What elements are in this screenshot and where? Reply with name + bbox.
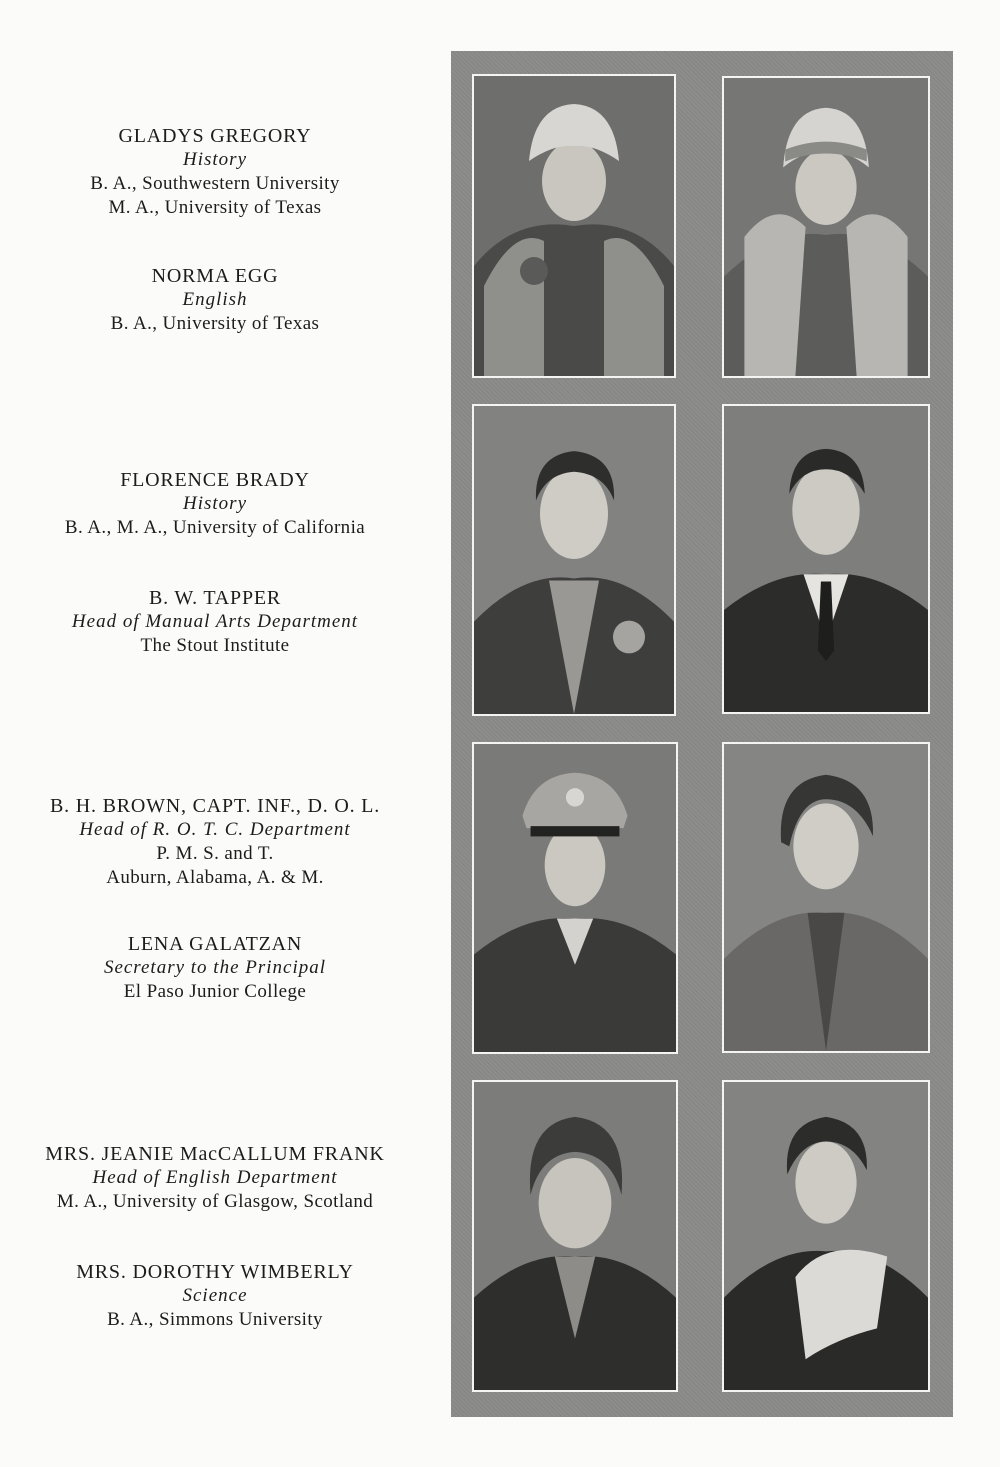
entry-degree: P. M. S. and T. (156, 843, 274, 864)
entry-role: Head of Manual Arts Department (71, 611, 359, 632)
entry-role: History (183, 149, 247, 170)
entry-degree: M. A., University of Glasgow, Scotland (56, 1191, 374, 1212)
entry-degree: B. A., University of Texas (110, 313, 320, 334)
entry-degree: The Stout Institute (140, 635, 290, 656)
entry-name: B. H. BROWN, CAPT. INF., D. O. L. (50, 795, 380, 817)
entry-name: MRS. DOROTHY WIMBERLY (76, 1261, 354, 1283)
portrait-photo-lena-galatzan (722, 742, 930, 1053)
entry-bh-brown (20, 794, 410, 890)
portrait-photo-florence-brady (472, 404, 676, 716)
entry-role: Head of R. O. T. C. Department (79, 819, 351, 840)
entry-name: MRS. JEANIE MacCALLUM FRANK (45, 1143, 385, 1165)
portrait-photo-gladys-gregory (472, 74, 676, 378)
entry-role: English (182, 289, 248, 310)
entry-gladys-gregory (20, 124, 410, 220)
entry-degree: B. A., M. A., University of California (64, 517, 366, 538)
entry-lena-galatzan (20, 932, 410, 1004)
entry-dorothy-wimberly (20, 1260, 410, 1332)
entry-degree: M. A., University of Texas (108, 197, 322, 218)
portrait-photo-dorothy-wimberly (722, 1080, 930, 1392)
entry-degree: B. A., Simmons University (107, 1309, 323, 1330)
portrait-photo-bw-tapper (722, 404, 930, 714)
entry-degree: El Paso Junior College (123, 981, 307, 1002)
entry-role: Head of English Department (92, 1167, 338, 1188)
entry-name: GLADYS GREGORY (118, 125, 312, 147)
entry-name: B. W. TAPPER (148, 587, 282, 609)
photo-strip (451, 51, 953, 1417)
entry-florence-brady (20, 468, 410, 540)
entry-name: NORMA EGG (151, 265, 279, 287)
entry-name: FLORENCE BRADY (120, 469, 310, 491)
entry-degree: B. A., Southwestern University (90, 173, 340, 194)
entry-role: History (183, 493, 247, 514)
entry-norma-egg (20, 264, 410, 336)
entry-role: Science (182, 1285, 248, 1306)
portrait-photo-norma-egg (722, 76, 930, 378)
entry-role: Secretary to the Principal (103, 957, 327, 978)
entry-bw-tapper (20, 586, 410, 658)
portrait-photo-bh-brown (472, 742, 678, 1054)
entry-degree: Auburn, Alabama, A. & M. (106, 867, 324, 888)
entry-jeanie-frank (20, 1142, 410, 1214)
portrait-photo-jeanie-frank (472, 1080, 678, 1392)
entry-name: LENA GALATZAN (127, 933, 303, 955)
